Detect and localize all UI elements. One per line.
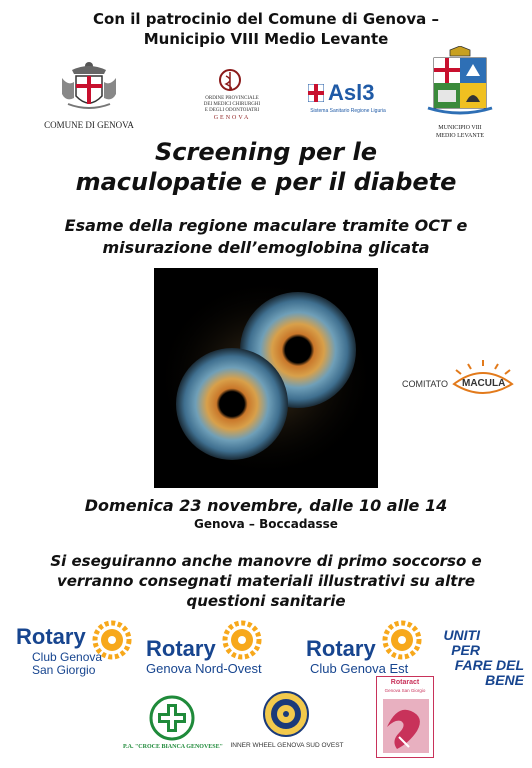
asl3-logo <box>306 82 390 118</box>
ordine-line-4: GENOVA <box>213 115 251 121</box>
municipio-line-1: MUNICIPIO VIII <box>438 125 482 131</box>
iris-image <box>154 268 378 488</box>
event-place: Genova – Boccadasse <box>194 517 338 531</box>
ordine-line-3: E DEGLI ODONTOIATRI <box>204 108 260 113</box>
asl3-tagline: Sistema Sanitario Regione Liguria <box>310 108 386 114</box>
patronage-line-1: Con il patrocinio del Comune di Genova – <box>93 10 439 28</box>
rotary-sub-1: Club Genova <box>32 650 103 664</box>
uniti-line-1: UNITI PER <box>443 627 480 658</box>
genova-coat-of-arms-icon <box>44 58 134 114</box>
lantern-icon <box>381 697 431 755</box>
comitato-macula-logo <box>402 358 520 402</box>
rotary-word: Rotary <box>146 636 216 661</box>
comune-logo <box>44 58 134 128</box>
rotary-nord-ovest-logo <box>146 620 276 678</box>
title-line-1: Screening per le <box>155 138 377 166</box>
inner-wheel-icon <box>262 690 310 738</box>
note-line-2: verranno consegnati materiali illustrativi su altre <box>56 572 476 590</box>
medical-order-emblem-icon <box>182 66 282 96</box>
uniti-line-3: BENE <box>485 672 524 688</box>
rotary-wheel-icon <box>222 620 262 660</box>
ordine-line-2: DEI MEDICI CHIRURGHI <box>203 102 261 107</box>
ordine-line-1: ORDINE PROVINCIALE <box>205 96 259 101</box>
note-line-1: Si eseguiranno anche manovre di primo soccorso e <box>50 552 482 570</box>
patronage-line-2: Municipio VIII Medio Levante <box>143 30 389 48</box>
ordine-logo <box>182 66 282 130</box>
event-date: Domenica 23 novembre, dalle 10 alle 14 <box>84 496 448 515</box>
liguria-flag-icon <box>308 84 324 102</box>
rotary-genova-est-logo <box>306 620 426 678</box>
rotaract-sub: Genova San Giorgio <box>384 688 426 693</box>
subtitle-line-2: misurazione dell’emoglobina glicata <box>102 238 430 257</box>
macula-word: MACULA <box>462 378 506 389</box>
rotaract-word: Rotaract <box>390 679 420 686</box>
rotary-wheel-icon <box>382 620 422 660</box>
green-cross-icon <box>148 694 196 742</box>
subtitle-line-1: Esame della regione maculare tramite OCT e <box>64 216 468 235</box>
croce-label: P.A. "CROCE BIANCA GENOVESE" <box>123 744 223 750</box>
note-line-3: questioni sanitarie <box>186 592 346 610</box>
rotary-sub-1: Club Genova Est <box>310 661 409 676</box>
asl3-name: Asl3 <box>328 80 375 105</box>
inner-wheel-label: INNER WHEEL GENOVA SUD OVEST <box>230 742 344 749</box>
rotaract-logo <box>376 676 434 758</box>
rotary-sub-1: Genova Nord-Ovest <box>146 661 262 676</box>
uniti-per-fare-del-bene-logo <box>428 627 524 688</box>
croce-bianca-logo <box>118 694 228 756</box>
title-line-2: maculopatie e per il diabete <box>75 168 457 196</box>
comune-label: COMUNE DI GENOVA <box>44 120 134 130</box>
rotary-word: Rotary <box>306 636 376 661</box>
municipio-logo <box>424 46 496 142</box>
uniti-line-2: FARE DEL <box>454 657 524 673</box>
municipio-coat-of-arms-icon <box>424 46 496 120</box>
inner-wheel-logo <box>222 690 352 754</box>
rotary-sub-2: San Giorgio <box>32 663 96 677</box>
rotary-word: Rotary <box>16 624 86 649</box>
municipio-line-2: MEDIO LEVANTE <box>435 133 485 139</box>
comitato-word: COMITATO <box>402 379 448 389</box>
rotary-san-giorgio-logo <box>16 620 136 678</box>
